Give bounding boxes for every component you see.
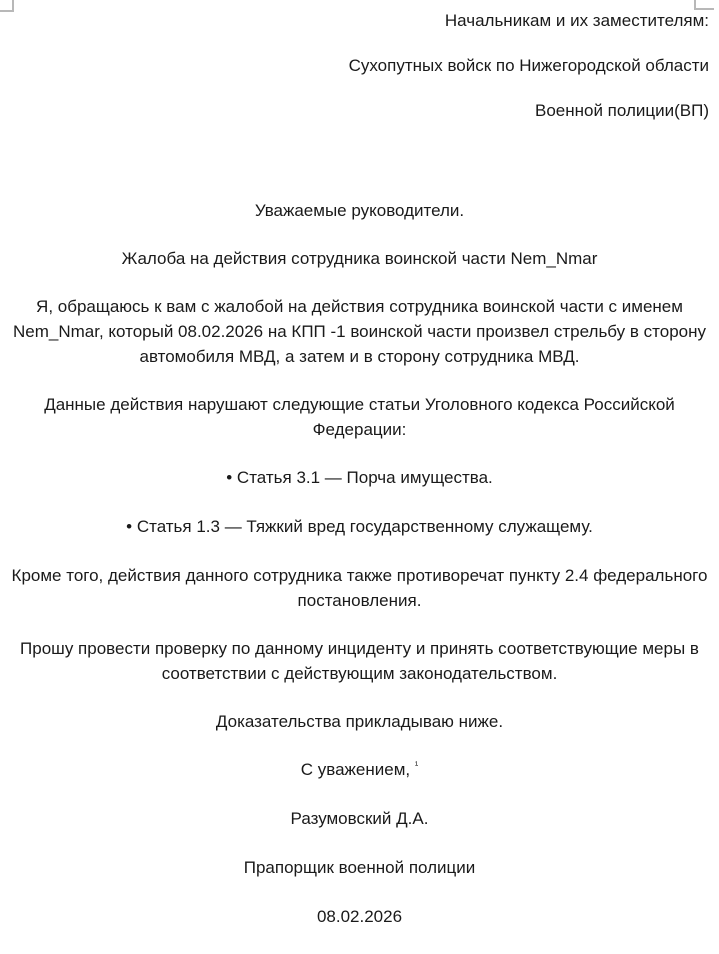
violation-item-2: • Статья 1.3 — Тяжкий вред государственному служащему. (126, 516, 593, 536)
closing-text: С уважением, (300, 759, 411, 779)
signature-date: 08.02.2026 (316, 906, 403, 926)
addressee-line-2: Сухопутных войск по Нижегородской области (348, 56, 709, 75)
violations-intro: Данные действия нарушают следующие статьи Уголовного кодекса Российской Федерации: (44, 394, 675, 439)
violation-item-1: • Статья 3.1 — Порча имущества. (226, 467, 493, 487)
additional-violation: Кроме того, действия данного сотрудника также противоречат пункту 2.4 федерального постановления. (11, 565, 708, 610)
subject-line: Жалоба на действия сотрудника воинской части Nem_Nmar (121, 248, 598, 268)
evidence-note: Доказательства прикладываю ниже. (215, 711, 504, 731)
document-body (10, 0, 709, 954)
letter-content (10, 199, 709, 930)
closing-footnote-marker: ¹ (414, 760, 419, 772)
salutation: Уважаемые руководители. (254, 201, 465, 220)
request-paragraph: Прошу провести проверку по данному инциденту и принять соответствующие меры в соответствии с действующим законодательством. (20, 638, 699, 683)
intro-paragraph: Я, обращаюсь к вам с жалобой на действия сотрудника воинской части с именем Nem_Nmar, который 08.02.2026 на КПП -1 воинской части произвел стрельбу в сторону автомобиля МВД, а затем и в сторону сотрудника МВД. (12, 296, 706, 366)
addressee-block (10, 0, 709, 147)
addressee-line-1: Начальникам и их заместителям: (444, 11, 709, 30)
closing-line (10, 758, 709, 783)
signer-rank: Прапорщик военной полиции (243, 857, 476, 877)
addressee-line-3: Военной полиции(ВП) (534, 101, 709, 120)
signer-name: Разумовский Д.А. (290, 808, 429, 828)
